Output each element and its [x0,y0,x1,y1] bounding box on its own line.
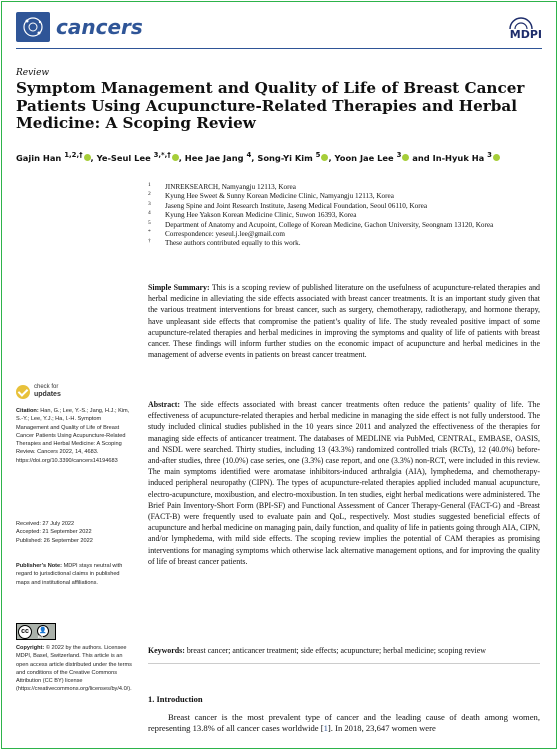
journal-name[interactable]: cancers [56,15,143,39]
article-title: Symptom Management and Quality of Life of Breast Cancer Patients Using Acupuncture-Related Therapies and Herbal Medicine: A Scoping Review [16,79,525,132]
keywords [148,645,540,656]
citation-label: Citation: [16,408,39,414]
simple-summary [148,282,540,360]
section-heading: 1. Introduction [148,694,203,704]
by-label: BY [38,634,44,639]
affiliation: 1 JINREKSEARCH, Namyangju 12113, Korea [148,182,296,191]
author[interactable]: Song-Yi Kim $^5$ [257,153,328,163]
keywords-text: breast cancer; anticancer treatment; side effects; acupuncture; herbal medicine; scoping review [186,646,486,655]
citation-text[interactable]: Han, G.; Lee, Y.-S.; Jang, H.J.; Kim, S.-Y.; Lee, Y.J.; Ha, I.-H. Symptom Management and Quality of Life of Breast Cancer Patients Using Acupuncture-Related Therapies and Herbal Medicine: A Scoping Review. Cancers 2022, 14, 4683. https://doi.org/10.3390/cancers14194683 [16,408,130,464]
cc-by-badge[interactable] [16,623,56,640]
accepted-date: Accepted: 21 September 2022 [16,529,92,536]
by-person-icon: 👤 [37,625,49,637]
journal-header [16,12,542,44]
journal-logo[interactable] [16,12,50,42]
author[interactable]: Hee Jae Jang $^4$ [184,151,252,163]
author[interactable]: Yoon Jae Lee $^3$ [335,153,410,163]
orcid-icon[interactable] [172,154,179,161]
orcid-icon[interactable] [84,154,91,161]
affiliation: 3 Jaseng Spine and Joint Research Institute, Jaseng Medical Foundation, Seoul 06110, Korea [148,200,428,210]
affiliation: 2 Kyung Hee Sweet & Sunny Korean Medicine Clinic, Namyangju 12113, Korea [148,191,394,201]
check-updates-text: check for updates [34,384,61,398]
copyright-block [16,644,134,694]
citation-link[interactable]: 1 [323,723,328,734]
affiliation: 4 Kyung Hee Yakson Korean Medicine Clinic, Suwon 16393, Korea [148,210,357,220]
publisher-note-text: MDPI stays neutral with regard to jurisdictional claims in published maps and institutional affiliations. [16,563,123,586]
abstract-text: The side effects associated with breast cancer treatments often reduce the patients’ quality of life. The effectiveness of acupuncture-related therapies and herbal medicine in managing the side effect is not fully understood. The study included clinical studies published in the 10 years since 2011 and analyzed the effectiveness of the therapies for managing side effects of anticancer treatment. The databases of MEDLINE via PubMed, CENTRAL, EMBASE, OASIS, and NSDL were searched. Thirty studies, including 13 (43.3%) randomized controlled trials (RCTs), 12 (40.0%) before-and-after studies, three (10.0%) case series, one (3.3%) case report, and one (3.3%) non-RCT, were included in this review. The main symptoms identified were aromatase inhibitors-induced arthralgia (AIA), lymphedema, and chemotherapy-induced peripheral neuropathy (CIPN). The types of acupuncture-related therapies applied included manual acupuncture, electro-acupuncture, moxibustion, and electro-moxibustion. In ten studies, eight herbal medications were administered. The Brief Pain Inventory-Short Form (BPI-SF) and Functional Assessment of Cancer Therapy-General (FACT-G) and -Breast (FACT-B) were frequently used to evaluate pain and QoL, respectively. Most studies suggested beneficial effects of acupuncture and herbal medicine on managing pain, daily function, and quality of life in patients going through AIA, CIPN, and/or lymphedema, with mild side effects. The scoping review implies the potential of CAM therapies as promising interventions for managing symptoms which otherwise lack alternative management options, and for improving the quality of life of breast cancer patients. [148,400,540,566]
simple-summary-text: This is a scoping review of published literature on the usefulness of acupuncture-related therapies and herbal medicine in alleviating the side effects associated with breast cancer treatments. It is an important study given that the various treatment interventions for breast cancer, such as surgery, chemotherapy, radiotherapy, and hormone therapy, have unpleasant side effects that compromise the patient’s quality of life. The study revealed positive impact of some acupuncture-related therapies and herbal medicines in improving the symptoms and quality of life of patients with breast cancer. These findings will inform further studies on the economic impact of acupuncture and herbal medicines in the management of adverse events in patients on breast cancer treatment. [148,283,541,360]
section-text: Breast cancer is the most prevalent type of cancer and the leading cause of death among women, representing 13.8% of all cancer cases worldwide [1]. In 2018, 23,647 women were [148,712,540,734]
copyright-label: Copyright: [16,645,45,651]
mdpi-logo-text: MDPI [509,28,542,41]
dates-block [16,520,134,545]
orcid-icon[interactable] [493,154,500,161]
publisher-note-label: Publisher’s Note: [16,563,63,569]
journal-logo-icon [19,15,47,39]
author[interactable]: Ye-Seul Lee $^{3,*,\dagger}$ [97,153,179,163]
author-list: Gajin Han $^{1,2,\dagger}$ , Ye-Seul Lee $^{3,*,\dagger}$ , Hee Jae Jang $^4$, Song-Yi Kim $^5$ , Yoon Jae Lee $^3$ and In-Hyuk Ha $^3$ [16,151,500,163]
affiliation: 5 Department of Anatomy and Acupoint, College of Korean Medicine, Gachon University, Seongnam 13120, Korea [148,219,494,229]
copyright-text: © 2022 by the authors. Licensee MDPI, Basel, Switzerland. This article is an open access article distributed under the terms and conditions of the Creative Commons Attribution (CC BY) license (https://creativecommons.org/licenses/by/4.0/). [16,645,132,693]
check-updates-icon [16,385,30,399]
keywords-label: Keywords: [148,646,185,655]
published-date: Published: 26 September 2022 [16,537,93,544]
authors-joiner: and [412,152,430,163]
correspondence[interactable]: * Correspondence: yeseul.j.lee@gmail.com [148,229,285,239]
mdpi-logo[interactable] [498,16,542,44]
equal-contribution-note: † These authors contributed equally to this work. [148,238,301,248]
cc-icon: cc [18,625,32,639]
citation-block [16,407,134,465]
header-rule [16,48,542,49]
simple-summary-label: Simple Summary: [148,283,210,292]
check-for-updates[interactable] [16,385,76,403]
received-date: Received: 27 July 2022 [16,521,75,527]
abstract-label: Abstract: [148,400,180,409]
paper-page [1,1,557,749]
orcid-icon[interactable] [402,154,409,161]
publisher-note [16,562,134,587]
abstract [148,399,540,567]
orcid-icon[interactable] [321,154,328,161]
keywords-divider [148,663,540,664]
article-type: Review [16,68,50,78]
author[interactable]: In-Hyuk Ha $^3$ [433,153,500,163]
affiliations [148,183,538,249]
author[interactable]: Gajin Han $^{1,2,\dagger}$ [16,153,91,163]
